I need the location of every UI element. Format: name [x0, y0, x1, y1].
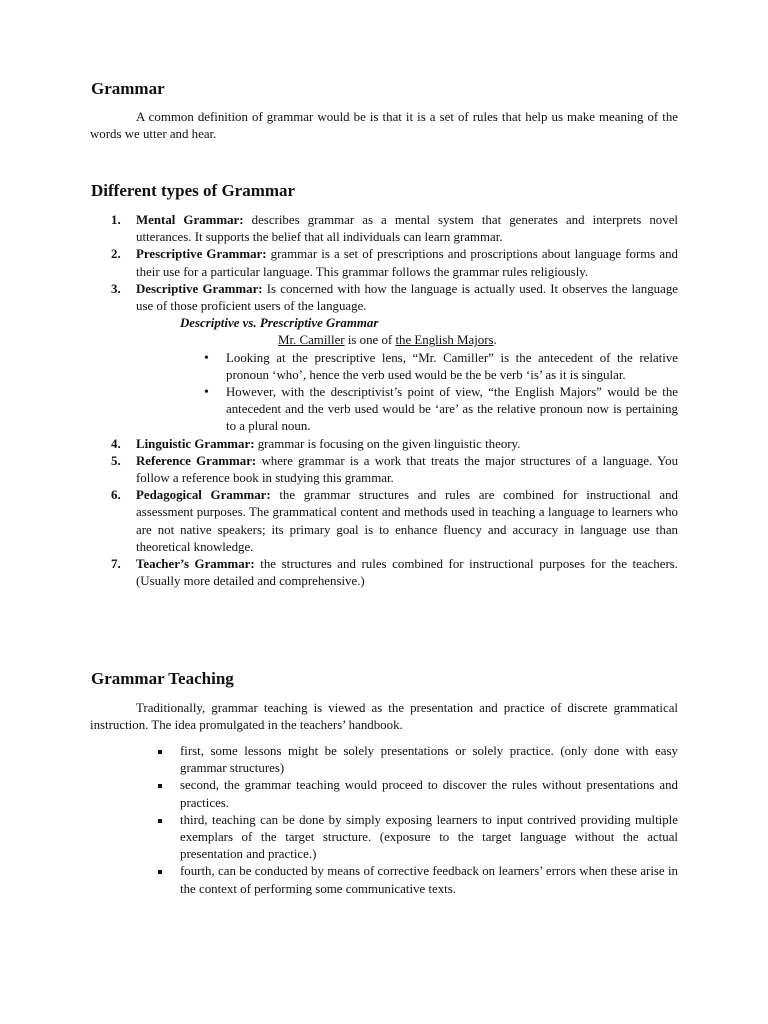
item-desc: Is concerned with how the language is actually used. It observes the language use of those proficient users of the language. [136, 281, 678, 314]
grammar-heading: Grammar [91, 79, 165, 98]
square-bullet-icon [158, 750, 162, 754]
item-term: Descriptive Grammar: [136, 281, 263, 296]
list-item [136, 863, 678, 897]
bullet-text: However, with the descriptivist’s point of view, “the English Majors” would be the antecedent and the verb used would be ‘are’ as the relative pronoun now is pertaining to a plural noun. [226, 385, 678, 434]
item-text: second, the grammar teaching would proceed to discover the rules without presentations and practices. [180, 778, 678, 810]
item-term: Reference Grammar: [136, 453, 257, 468]
item-term: Teacher’s Grammar: [136, 557, 255, 572]
item-desc: the grammar structures and rules are combined for instructional and assessment purposes. The grammatical content and methods used in teaching a language to learners who are not native speakers; its primary goal is to enhance fluency and accuracy in language use than theoretical knowledge. [136, 488, 678, 554]
item-text: third, teaching can be done by simply exposing learners to input contrived providing multiple exemplars of the target structure. (exposure to the target language without the actual presentation and practice.) [180, 812, 678, 862]
item-number: 4. [111, 436, 121, 451]
comparison-example [136, 332, 678, 349]
item-term: Linguistic Grammar: [136, 436, 255, 451]
teaching-intro: Traditionally, grammar teaching is viewed as the presentation and practice of discrete grammatical instruction. The idea promulgated in the teachers’ handbook. [90, 701, 678, 733]
list-item [136, 743, 678, 777]
item-term: Mental Grammar: [136, 213, 244, 227]
bullet-text: Looking at the prescriptive lens, “Mr. Camiller” is the antecedent of the relative pronoun ‘who’, hence the verb used would be the be verb ‘is’ as it is singular. [226, 350, 678, 382]
item-text: fourth, can be conducted by means of corrective feedback on learners’ errors when these arise in the context of performing some communicative texts. [180, 864, 678, 896]
item-number: 5. [111, 453, 121, 468]
list-item [90, 246, 678, 280]
example-subject: Mr. Camiller [278, 333, 345, 348]
grammar-types-list [90, 212, 678, 590]
list-item [90, 487, 678, 556]
comparison-block [136, 315, 678, 435]
list-item [90, 436, 678, 453]
comparison-bullets [180, 350, 678, 436]
item-desc: grammar is a set of prescriptions and proscriptions about language forms and their use for a particular language. This grammar follows the grammar rules religiously. [136, 247, 678, 279]
item-number: 6. [111, 488, 121, 503]
item-term: Prescriptive Grammar: [136, 247, 267, 262]
item-number: 2. [111, 247, 121, 262]
example-end: . [493, 333, 497, 348]
list-item [90, 281, 678, 436]
item-number: 3. [111, 281, 121, 296]
list-item [90, 212, 678, 246]
teaching-heading: Grammar Teaching [91, 669, 234, 688]
bullet-icon: • [204, 385, 209, 401]
item-text: first, some lessons might be solely presentations or solely practice. (only done with easy grammar structures) [180, 744, 678, 776]
example-link: is one of [344, 333, 396, 348]
item-desc: where grammar is a work that treats the major structures of a language. You follow a reference book in studying this grammar. [136, 453, 679, 486]
item-number: 7. [111, 557, 121, 572]
square-bullet-icon [158, 819, 162, 823]
list-item [180, 384, 678, 436]
item-desc: grammar is focusing on the given linguistic theory. [254, 436, 521, 451]
grammar-definition: A common definition of grammar would be is that it is a set of rules that help us make meaning of the words we utter and hear. [90, 110, 678, 142]
list-item [90, 556, 678, 590]
comparison-title: Descriptive vs. Prescriptive Grammar [180, 316, 379, 331]
teaching-list [136, 743, 678, 898]
list-item [90, 453, 678, 487]
example-object: the English Majors [395, 333, 494, 348]
square-bullet-icon [158, 870, 162, 874]
list-item [136, 812, 678, 864]
item-term: Pedagogical Grammar: [136, 488, 271, 503]
item-desc: describes grammar as a mental system that generates and interprets novel utterances. It supports the belief that all individuals can learn grammar. [136, 213, 678, 245]
item-number: 1. [111, 213, 121, 227]
item-desc: the structures and rules combined for instructional purposes for the teachers. (Usually more detailed and comprehensive.) [136, 557, 678, 589]
square-bullet-icon [158, 784, 162, 788]
bullet-icon: • [204, 350, 209, 366]
list-item [180, 350, 678, 384]
types-heading: Different types of Grammar [91, 181, 296, 200]
list-item [136, 777, 678, 811]
